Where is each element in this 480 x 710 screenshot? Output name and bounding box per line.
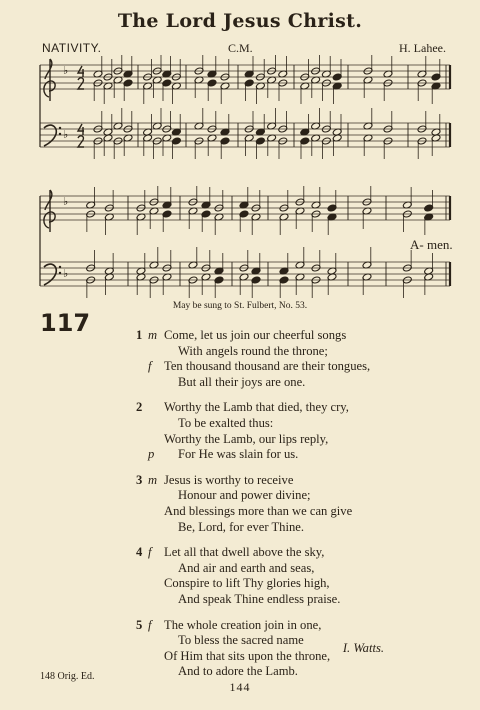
stanza-number: 4 <box>136 545 143 560</box>
tune-composer: H. Lahee. <box>399 41 446 55</box>
dynamic-mark: m <box>148 472 158 487</box>
verse-line <box>0 618 480 634</box>
verse-line <box>0 400 480 416</box>
verse-text: Ten thousand thousand are their tongues, <box>164 359 371 374</box>
section-title: The Lord Jesus Christ. <box>117 10 363 32</box>
time-signature-bottom <box>78 78 84 89</box>
stanza <box>0 400 480 462</box>
verse-line <box>0 375 480 391</box>
verse-text: To be exalted thus: <box>178 415 274 430</box>
verse-line <box>0 432 480 448</box>
verse-line <box>0 447 480 463</box>
hymn-author: I. Watts. <box>342 641 384 655</box>
verse-text: Of Him that sits upon the throne, <box>164 648 331 663</box>
edition-note: 148 Orig. Ed. <box>40 671 95 682</box>
verse-text: Conspire to lift Thy glories high, <box>164 576 330 591</box>
verse-text: Come, let us join our cheerful songs <box>164 328 347 342</box>
time-signature-top <box>78 66 84 77</box>
stanza <box>0 328 480 390</box>
verse-text: Be, Lord, for ever Thine. <box>178 519 305 534</box>
verse-text: And speak Thine endless praise. <box>178 591 341 606</box>
bass-clef-dot <box>59 266 61 268</box>
dynamic-mark: f <box>148 617 152 632</box>
stanza-number: 1 <box>136 328 143 342</box>
verse-line <box>0 561 480 577</box>
bass-clef-dot <box>59 272 61 274</box>
verse-line <box>0 359 480 375</box>
verse-line <box>0 576 480 592</box>
verse-line <box>0 592 480 608</box>
amen-label: A- men. <box>410 237 453 252</box>
verse-text: Jesus is worthy to receive <box>164 472 294 487</box>
verse-text: And blessings more than we can give <box>164 503 353 518</box>
verse-text: Worthy the Lamb that died, they cry, <box>164 400 349 415</box>
music-system-1 <box>36 55 456 163</box>
dynamic-mark: f <box>148 545 152 560</box>
music-system-2 <box>36 186 456 298</box>
verse-text: Worthy the Lamb, our lips reply, <box>164 431 329 446</box>
bass-clef-icon <box>44 125 56 146</box>
hymn-number: 117 <box>40 309 91 337</box>
verse-line <box>0 473 480 489</box>
dynamic-mark: m <box>148 328 158 342</box>
verse-line <box>0 416 480 432</box>
dynamic-mark: p <box>148 447 155 462</box>
flat-icon: ♭ <box>63 196 69 208</box>
verse-line <box>0 504 480 520</box>
verse-text: The whole creation join in one, <box>164 617 322 632</box>
tune-name: NATIVITY. <box>42 41 102 55</box>
verse-text: Let all that dwell above the sky, <box>164 545 325 560</box>
verse-line <box>0 328 480 344</box>
stanza <box>0 545 480 607</box>
time-signature-bottom <box>78 136 84 147</box>
page-number: 144 <box>229 680 251 694</box>
verse-text: With angels round the throne; <box>178 343 328 358</box>
flat-icon: ♭ <box>63 268 69 280</box>
stanza <box>0 473 480 535</box>
stanza-number: 5 <box>136 617 143 632</box>
verse-text: Honour and power divine; <box>178 488 311 503</box>
flat-icon: ♭ <box>63 65 69 77</box>
verse-line <box>0 344 480 360</box>
bass-clef-dot <box>59 127 61 129</box>
verse-line <box>0 520 480 536</box>
flat-icon: ♭ <box>63 129 69 141</box>
time-signature-top <box>78 124 84 135</box>
verse-text: And to adore the Lamb. <box>178 664 298 679</box>
alternate-tune-note: May be sung to St. Fulbert, No. 53. <box>172 301 308 311</box>
verse-text: To bless the sacred name <box>178 633 304 648</box>
verse-line <box>0 488 480 504</box>
verse-text: But all their joys are one. <box>178 374 306 389</box>
dynamic-mark: f <box>148 359 152 374</box>
bass-clef-icon <box>44 264 56 285</box>
tune-meter: C.M. <box>228 41 253 55</box>
verse-line <box>0 649 480 665</box>
stanza-number: 2 <box>136 400 143 415</box>
verse-line <box>0 633 480 649</box>
verse-line <box>0 545 480 561</box>
bass-clef-dot <box>59 133 61 135</box>
stanza-number: 3 <box>136 472 143 487</box>
verse-text: And air and earth and seas, <box>178 560 315 575</box>
verse-text: For He was slain for us. <box>178 447 299 462</box>
hymn-text <box>0 328 480 690</box>
